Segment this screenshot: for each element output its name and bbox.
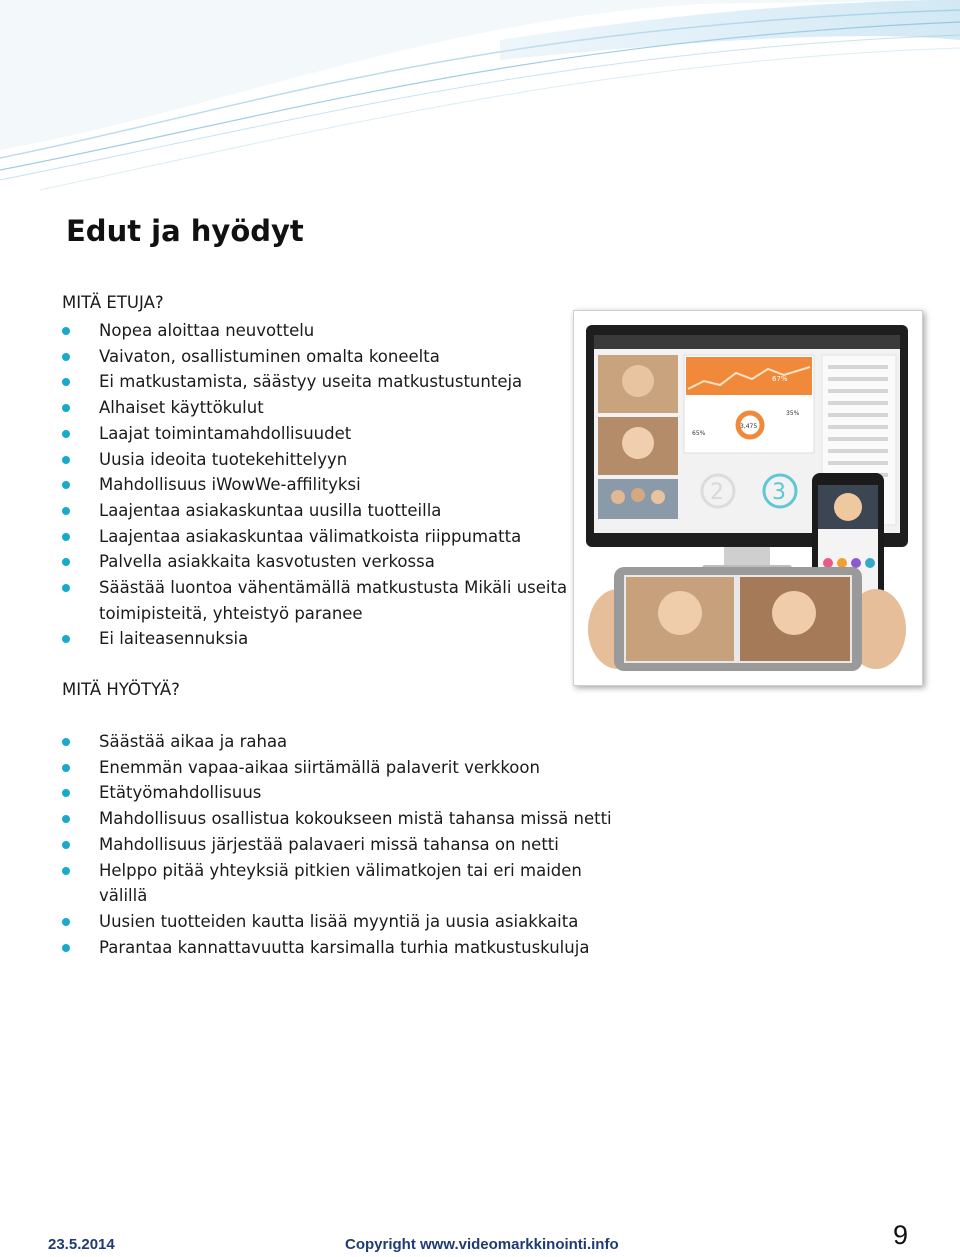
bullet-icon bbox=[62, 533, 70, 541]
list-item bbox=[62, 575, 622, 626]
screen-number-2: 2 bbox=[710, 480, 724, 505]
list-item bbox=[62, 369, 622, 395]
list-item bbox=[62, 549, 622, 575]
screen-number-3: 3 bbox=[772, 480, 786, 505]
list-item bbox=[62, 755, 622, 781]
bullet-icon bbox=[62, 456, 70, 464]
footer-date: 23.5.2014 bbox=[48, 1236, 115, 1253]
list-item bbox=[62, 318, 622, 344]
bullet-icon bbox=[62, 764, 70, 772]
benefits-heading: MITÄ ETUJA? bbox=[62, 293, 164, 312]
bullet-icon bbox=[62, 815, 70, 823]
list-item-text: Ei matkustamista, säästyy useita matkustustunteja bbox=[99, 372, 523, 392]
list-item bbox=[62, 832, 622, 858]
list-item bbox=[62, 729, 622, 755]
list-item-text: Laajentaa asiakaskuntaa uusilla tuotteilla bbox=[99, 500, 442, 520]
list-item-text: Säästää luontoa vähentämällä matkustusta Mikäli useita toimipisteitä, yhteistyö paranee bbox=[99, 578, 568, 623]
list-item bbox=[62, 472, 622, 498]
list-item-text: Parantaa kannattavuutta karsimalla turhia matkustuskuluja bbox=[99, 937, 590, 957]
bullet-icon bbox=[62, 789, 70, 797]
benefits-list bbox=[62, 318, 622, 652]
stat-count-label: 3,475 bbox=[740, 423, 758, 430]
devices-illustration bbox=[574, 311, 922, 685]
stat-percent-label: 67% bbox=[772, 375, 788, 383]
bullet-icon bbox=[62, 944, 70, 952]
list-item-text: Mahdollisuus iWowWe-affilityksi bbox=[99, 475, 361, 495]
stat-pct2-label: 65% bbox=[692, 430, 706, 437]
bullet-icon bbox=[62, 378, 70, 386]
list-item bbox=[62, 806, 622, 832]
bullet-icon bbox=[62, 404, 70, 412]
list-item-text: Laajentaa asiakaskuntaa välimatkoista riippumatta bbox=[99, 526, 522, 546]
page-title: Edut ja hyödyt bbox=[66, 214, 304, 248]
list-item-text: Etätyömahdollisuus bbox=[99, 783, 262, 803]
bullet-icon bbox=[62, 353, 70, 361]
bullet-icon bbox=[62, 558, 70, 566]
bullet-icon bbox=[62, 507, 70, 515]
list-item bbox=[62, 421, 622, 447]
value-list bbox=[62, 729, 622, 960]
bullet-icon bbox=[62, 327, 70, 335]
devices-photo bbox=[573, 310, 923, 686]
list-item-text: Uusia ideoita tuotekehittelyyn bbox=[99, 449, 348, 469]
list-item-text: Uusien tuotteiden kautta lisää myyntiä ja uusia asiakkaita bbox=[99, 911, 579, 931]
value-heading: MITÄ HYÖTYÄ? bbox=[62, 680, 180, 699]
bullet-icon bbox=[62, 584, 70, 592]
bullet-icon bbox=[62, 841, 70, 849]
header-wave-decoration bbox=[0, 0, 960, 200]
list-item-text: Ei laiteasennuksia bbox=[99, 629, 249, 649]
list-item-text: Laajat toimintamahdollisuudet bbox=[99, 423, 352, 443]
list-item-text: Alhaiset käyttökulut bbox=[99, 398, 264, 418]
bullet-icon bbox=[62, 635, 70, 643]
stat-pct3-label: 35% bbox=[786, 410, 800, 417]
list-item-text: Mahdollisuus osallistua kokoukseen mistä tahansa missä netti bbox=[99, 809, 612, 829]
list-item-text: Vaivaton, osallistuminen omalta koneelta bbox=[99, 346, 440, 366]
list-item-text: Nopea aloittaa neuvottelu bbox=[99, 321, 315, 340]
list-item bbox=[62, 909, 622, 935]
footer-copyright: Copyright www.videomarkkinointi.info bbox=[345, 1236, 619, 1253]
list-item bbox=[62, 395, 622, 421]
list-item bbox=[62, 935, 622, 961]
list-item-text: Helppo pitää yhteyksiä pitkien välimatkojen tai eri maiden välillä bbox=[99, 860, 582, 906]
bullet-icon bbox=[62, 430, 70, 438]
list-item-text: Enemmän vapaa-aikaa siirtämällä palaverit verkkoon bbox=[99, 757, 540, 777]
list-item-text: Säästää aikaa ja rahaa bbox=[99, 732, 288, 751]
list-item bbox=[62, 626, 622, 652]
list-item bbox=[62, 498, 622, 524]
list-item bbox=[62, 780, 622, 806]
bullet-icon bbox=[62, 481, 70, 489]
list-item bbox=[62, 858, 622, 909]
bullet-icon bbox=[62, 867, 70, 875]
list-item bbox=[62, 524, 622, 550]
page-number: 9 bbox=[893, 1220, 909, 1250]
list-item-text: Palvella asiakkaita kasvotusten verkossa bbox=[99, 552, 435, 572]
list-item-text: Mahdollisuus järjestää palavaeri missä tahansa on netti bbox=[99, 834, 559, 854]
bullet-icon bbox=[62, 738, 70, 746]
bullet-icon bbox=[62, 918, 70, 926]
list-item bbox=[62, 447, 622, 473]
list-item bbox=[62, 344, 622, 370]
